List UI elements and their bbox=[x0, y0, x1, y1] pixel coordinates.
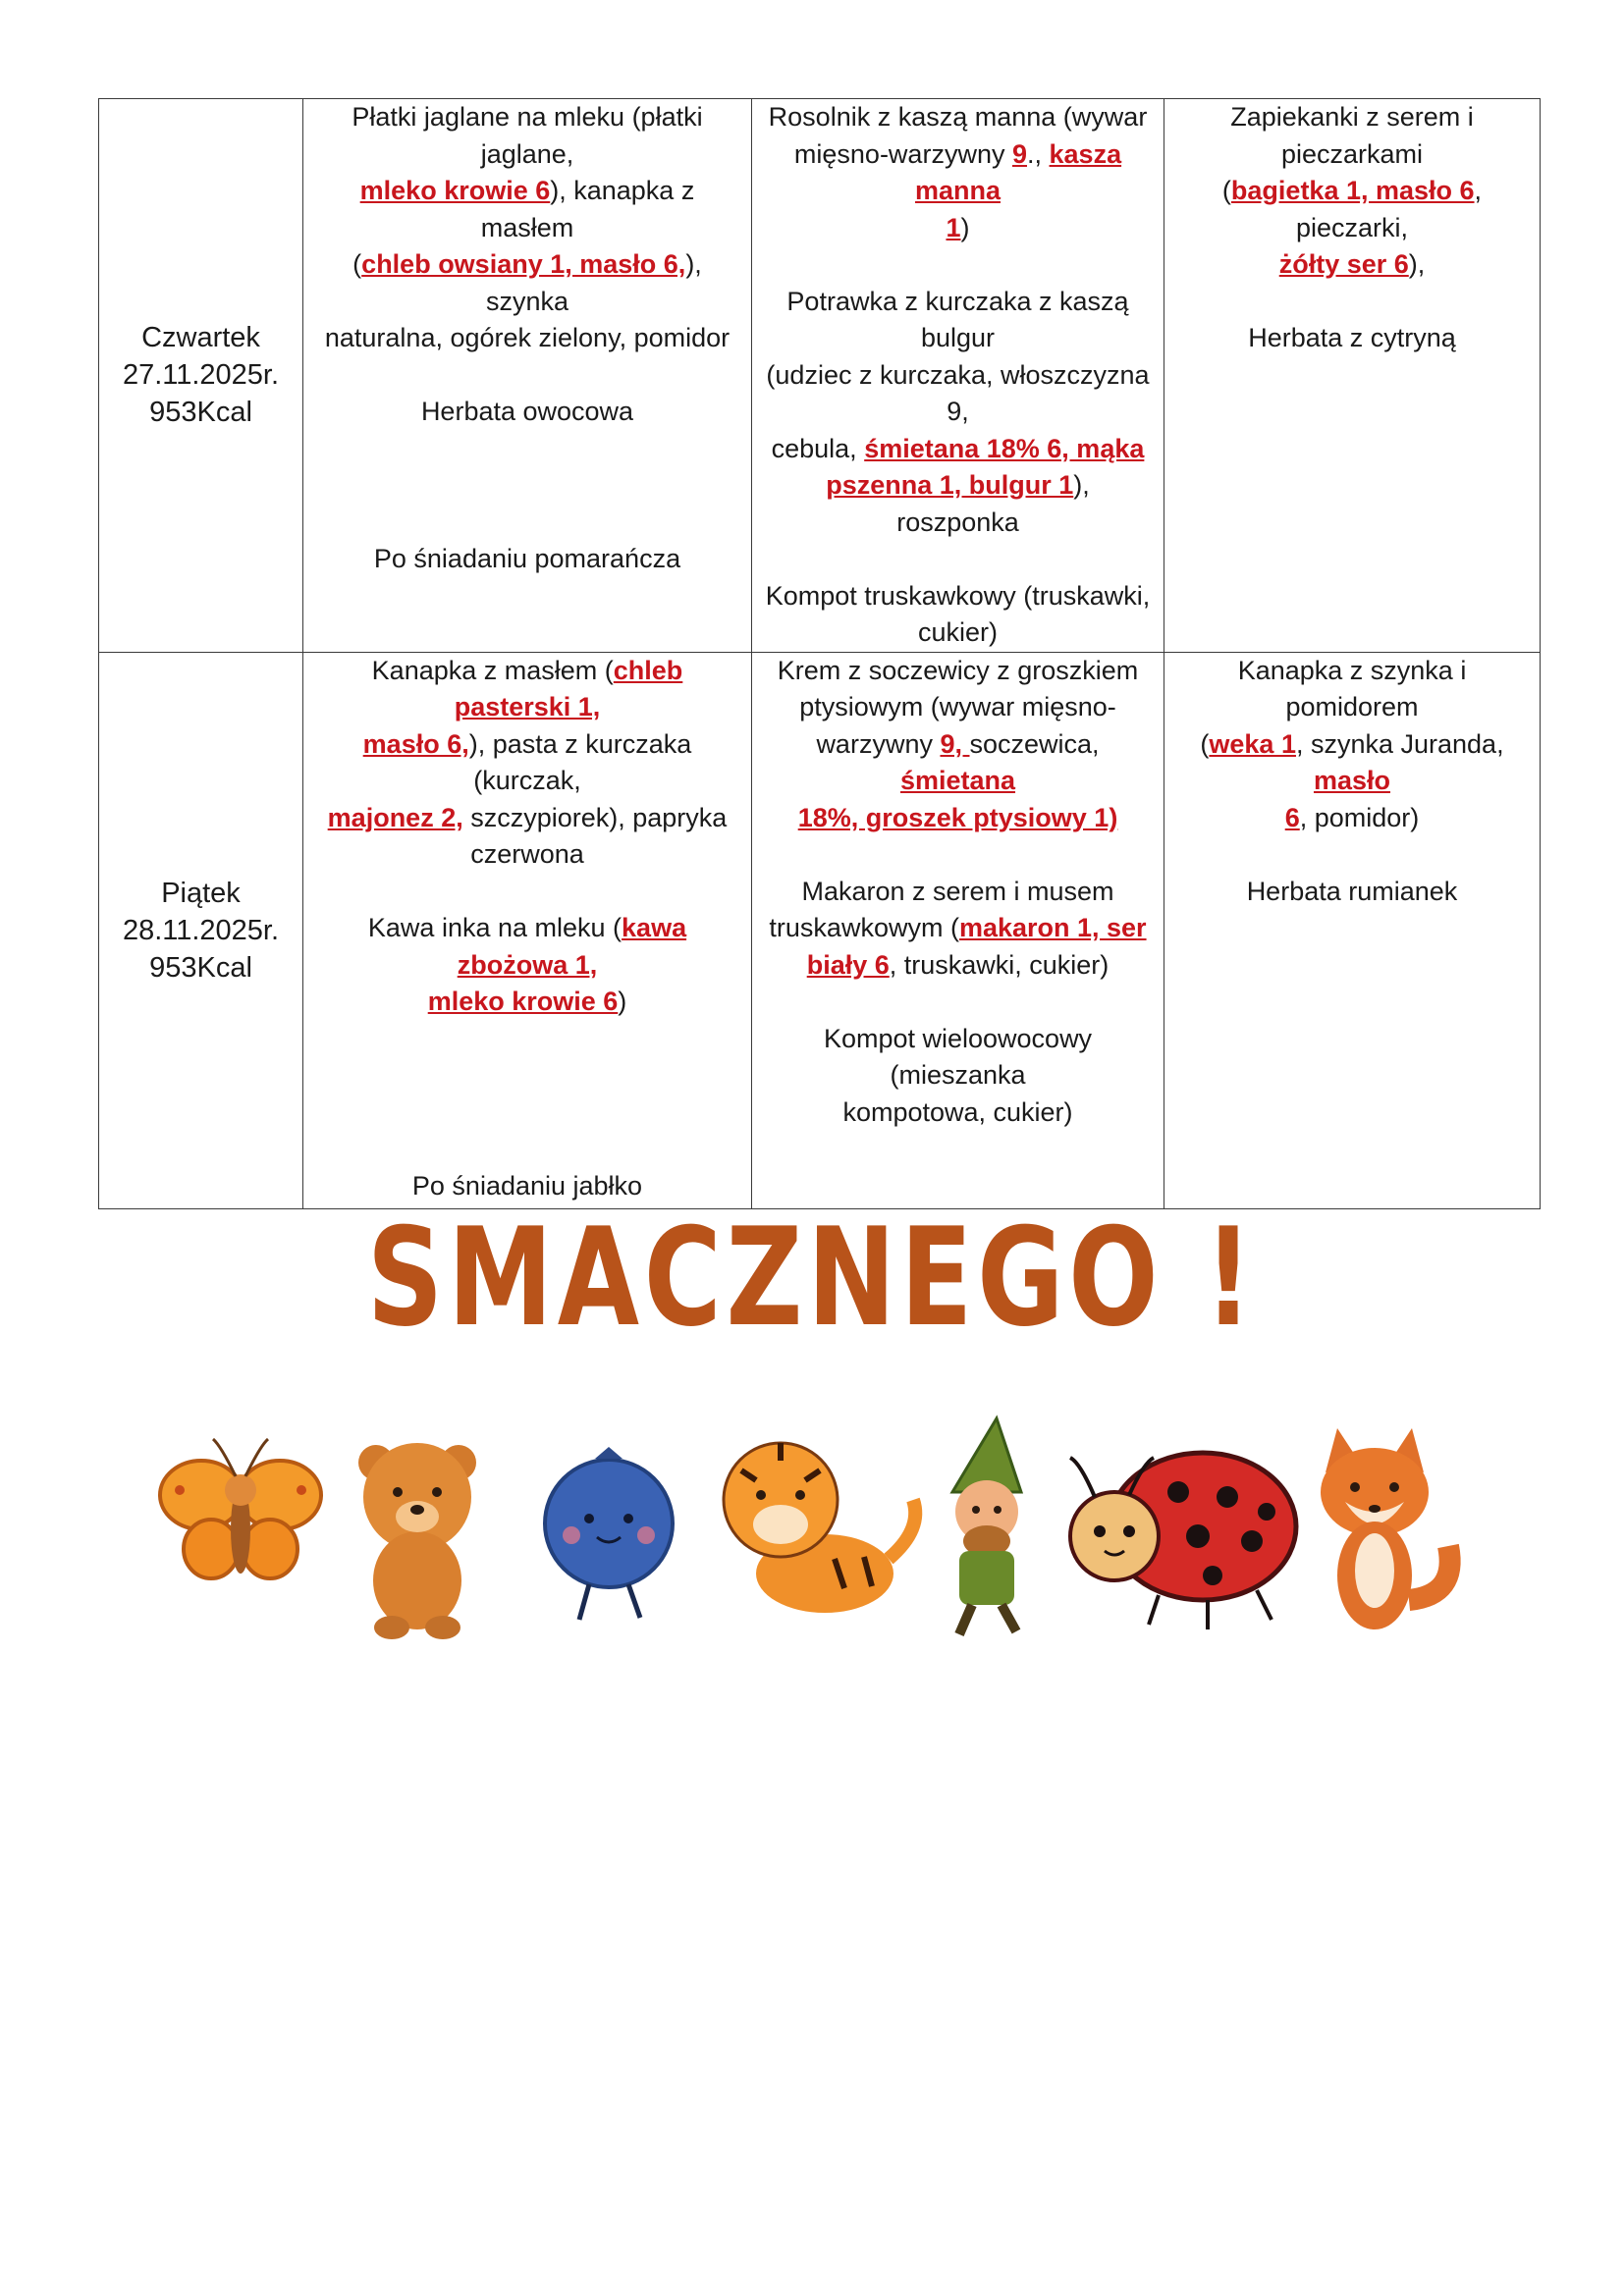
lunch-cell-friday bbox=[752, 652, 1164, 1208]
lunch-line: Rosolnik z kaszą manna (wywar bbox=[768, 102, 1148, 132]
text: ), kanapka z masłem bbox=[480, 176, 695, 242]
snack-line: Zapiekanki z serem i pieczarkami bbox=[1230, 102, 1474, 169]
lunch-line: Krem z soczewicy z groszkiem bbox=[777, 655, 1139, 685]
allergen: 18%, groszek ptysiowy 1) bbox=[797, 802, 1118, 832]
allergen: chleb owsiany 1, masło 6, bbox=[361, 249, 686, 279]
breakfast-line bbox=[313, 246, 741, 320]
snack-cell-friday bbox=[1164, 652, 1541, 1208]
text: ( bbox=[1200, 728, 1210, 759]
lunch-line bbox=[762, 467, 1154, 541]
breakfast-line bbox=[313, 800, 741, 837]
breakfast-after: Po śniadaniu pomarańcza bbox=[373, 544, 681, 573]
allergen: bagietka 1, masło 6 bbox=[1230, 176, 1475, 205]
text: ), szynka bbox=[485, 249, 702, 316]
text: soczewica, bbox=[969, 728, 1100, 759]
allergen: śmietana 18% 6, mąka bbox=[864, 433, 1145, 463]
lunch-line bbox=[762, 726, 1154, 800]
lunch-line: kompotowa, cukier) bbox=[842, 1096, 1073, 1127]
day-kcal: 953Kcal bbox=[149, 951, 252, 984]
allergen: kasza manna bbox=[914, 138, 1122, 205]
tiger-icon bbox=[724, 1443, 915, 1613]
text: Kawa inka na mleku ( bbox=[367, 913, 623, 942]
snack-drink: Herbata rumianek bbox=[1246, 876, 1458, 906]
lunch-line bbox=[762, 136, 1154, 210]
text: , szynka Juranda, bbox=[1295, 728, 1504, 759]
snack-line bbox=[1174, 246, 1530, 284]
snack-drink: Herbata z cytryną bbox=[1248, 323, 1456, 352]
bear-icon bbox=[358, 1443, 476, 1639]
breakfast-line bbox=[313, 173, 741, 246]
lunch-line bbox=[762, 210, 1154, 247]
allergen: śmietana bbox=[899, 766, 1016, 795]
breakfast-line: naturalna, ogórek zielony, pomidor bbox=[324, 323, 731, 352]
footer-title: SMACZNEGO ! bbox=[366, 1199, 1258, 1357]
text: warzywny bbox=[816, 728, 941, 759]
allergen: 9 bbox=[1011, 138, 1027, 169]
text: truskawkowym ( bbox=[769, 913, 959, 942]
gnome-icon bbox=[952, 1418, 1021, 1634]
breakfast-line bbox=[313, 726, 741, 800]
breakfast-line: Płatki jaglane na mleku (płatki jaglane, bbox=[352, 102, 703, 169]
day-cell-friday bbox=[99, 652, 303, 1208]
snack-line: Kanapka z szynka i pomidorem bbox=[1237, 655, 1467, 721]
lunch-line: cukier) bbox=[917, 617, 998, 647]
breakfast-line bbox=[313, 653, 741, 726]
text: cebula, bbox=[771, 433, 865, 463]
day-name: Piątek bbox=[161, 877, 241, 909]
text: ( bbox=[1221, 176, 1231, 205]
day-cell-thursday bbox=[99, 99, 303, 653]
allergen: majonez 2, bbox=[327, 802, 463, 832]
day-name: Czwartek bbox=[141, 322, 260, 354]
allergen: makaron 1, ser bbox=[958, 913, 1147, 942]
text: mięsno-warzywny bbox=[793, 138, 1012, 169]
butterfly-icon bbox=[160, 1439, 321, 1578]
lunch-line: Kompot wieloowocowy (mieszanka bbox=[823, 1023, 1093, 1090]
menu-row-friday bbox=[99, 652, 1541, 1208]
text: ), roszponka bbox=[896, 470, 1090, 537]
text: ) bbox=[960, 212, 970, 242]
allergen: weka 1 bbox=[1209, 728, 1296, 759]
text: ( bbox=[352, 249, 362, 279]
allergen: 6 bbox=[1284, 802, 1300, 832]
lunch-line: Kompot truskawkowy (truskawki, bbox=[765, 580, 1151, 611]
lunch-line: Makaron z serem i musem bbox=[801, 876, 1114, 906]
breakfast-line: czerwona bbox=[470, 839, 584, 869]
lunch-line bbox=[762, 431, 1154, 468]
breakfast-cell-thursday bbox=[303, 99, 752, 653]
snack-line bbox=[1174, 800, 1530, 837]
allergen: 9, bbox=[940, 728, 970, 759]
allergen: 1 bbox=[946, 212, 961, 242]
allergen: masło 6, bbox=[362, 728, 469, 759]
breakfast-drink: Herbata owocowa bbox=[420, 397, 634, 426]
day-date: 28.11.2025r. bbox=[122, 914, 280, 946]
text: ), pasta z kurczaka (kurczak, bbox=[468, 728, 692, 795]
breakfast-after: Po śniadaniu jabłko bbox=[411, 1170, 643, 1201]
lunch-line bbox=[762, 947, 1154, 985]
lunch-line: Potrawka z kurczaka z kaszą bulgur bbox=[786, 286, 1129, 352]
allergen: mleko krowie 6 bbox=[359, 176, 551, 205]
text: ., bbox=[1027, 138, 1050, 169]
allergen: masło bbox=[1313, 766, 1391, 795]
text: ) bbox=[618, 987, 627, 1016]
characters-illustration bbox=[147, 1404, 1477, 1639]
menu-row-thursday bbox=[99, 99, 1541, 653]
text: , pomidor) bbox=[1299, 802, 1420, 832]
menu-table bbox=[98, 98, 1541, 1209]
breakfast-drink bbox=[313, 910, 741, 984]
text: szczypiorek), papryka bbox=[462, 802, 728, 832]
text: Kanapka z masłem ( bbox=[371, 655, 614, 685]
snack-line bbox=[1174, 726, 1530, 800]
blueberry-icon bbox=[545, 1447, 673, 1620]
breakfast-drink bbox=[313, 984, 741, 1021]
snack-line bbox=[1174, 173, 1530, 246]
day-kcal: 953Kcal bbox=[149, 397, 252, 429]
lunch-cell-thursday bbox=[752, 99, 1164, 653]
allergen: chleb pasterski 1, bbox=[454, 655, 683, 721]
ladybug-icon bbox=[1070, 1453, 1296, 1629]
snack-cell-thursday bbox=[1164, 99, 1541, 653]
lunch-line: ptysiowym (wywar mięsno- bbox=[799, 692, 1116, 721]
allergen: mleko krowie 6 bbox=[427, 987, 619, 1016]
fox-icon bbox=[1321, 1428, 1450, 1629]
lunch-line bbox=[762, 800, 1154, 837]
text: , truskawki, cukier) bbox=[889, 949, 1110, 980]
lunch-line: (udziec z kurczaka, włoszczyzna 9, bbox=[766, 359, 1150, 426]
text: ), bbox=[1408, 249, 1426, 279]
day-date: 27.11.2025r. bbox=[122, 359, 280, 392]
allergen: biały 6 bbox=[806, 949, 890, 980]
lunch-line bbox=[762, 910, 1154, 947]
breakfast-cell-friday bbox=[303, 652, 752, 1208]
allergen: kawa zbożowa 1, bbox=[457, 913, 687, 980]
text: , pieczarki, bbox=[1295, 176, 1483, 242]
allergen: żółty ser 6 bbox=[1278, 249, 1409, 279]
allergen: pszenna 1, bulgur 1 bbox=[826, 470, 1074, 500]
